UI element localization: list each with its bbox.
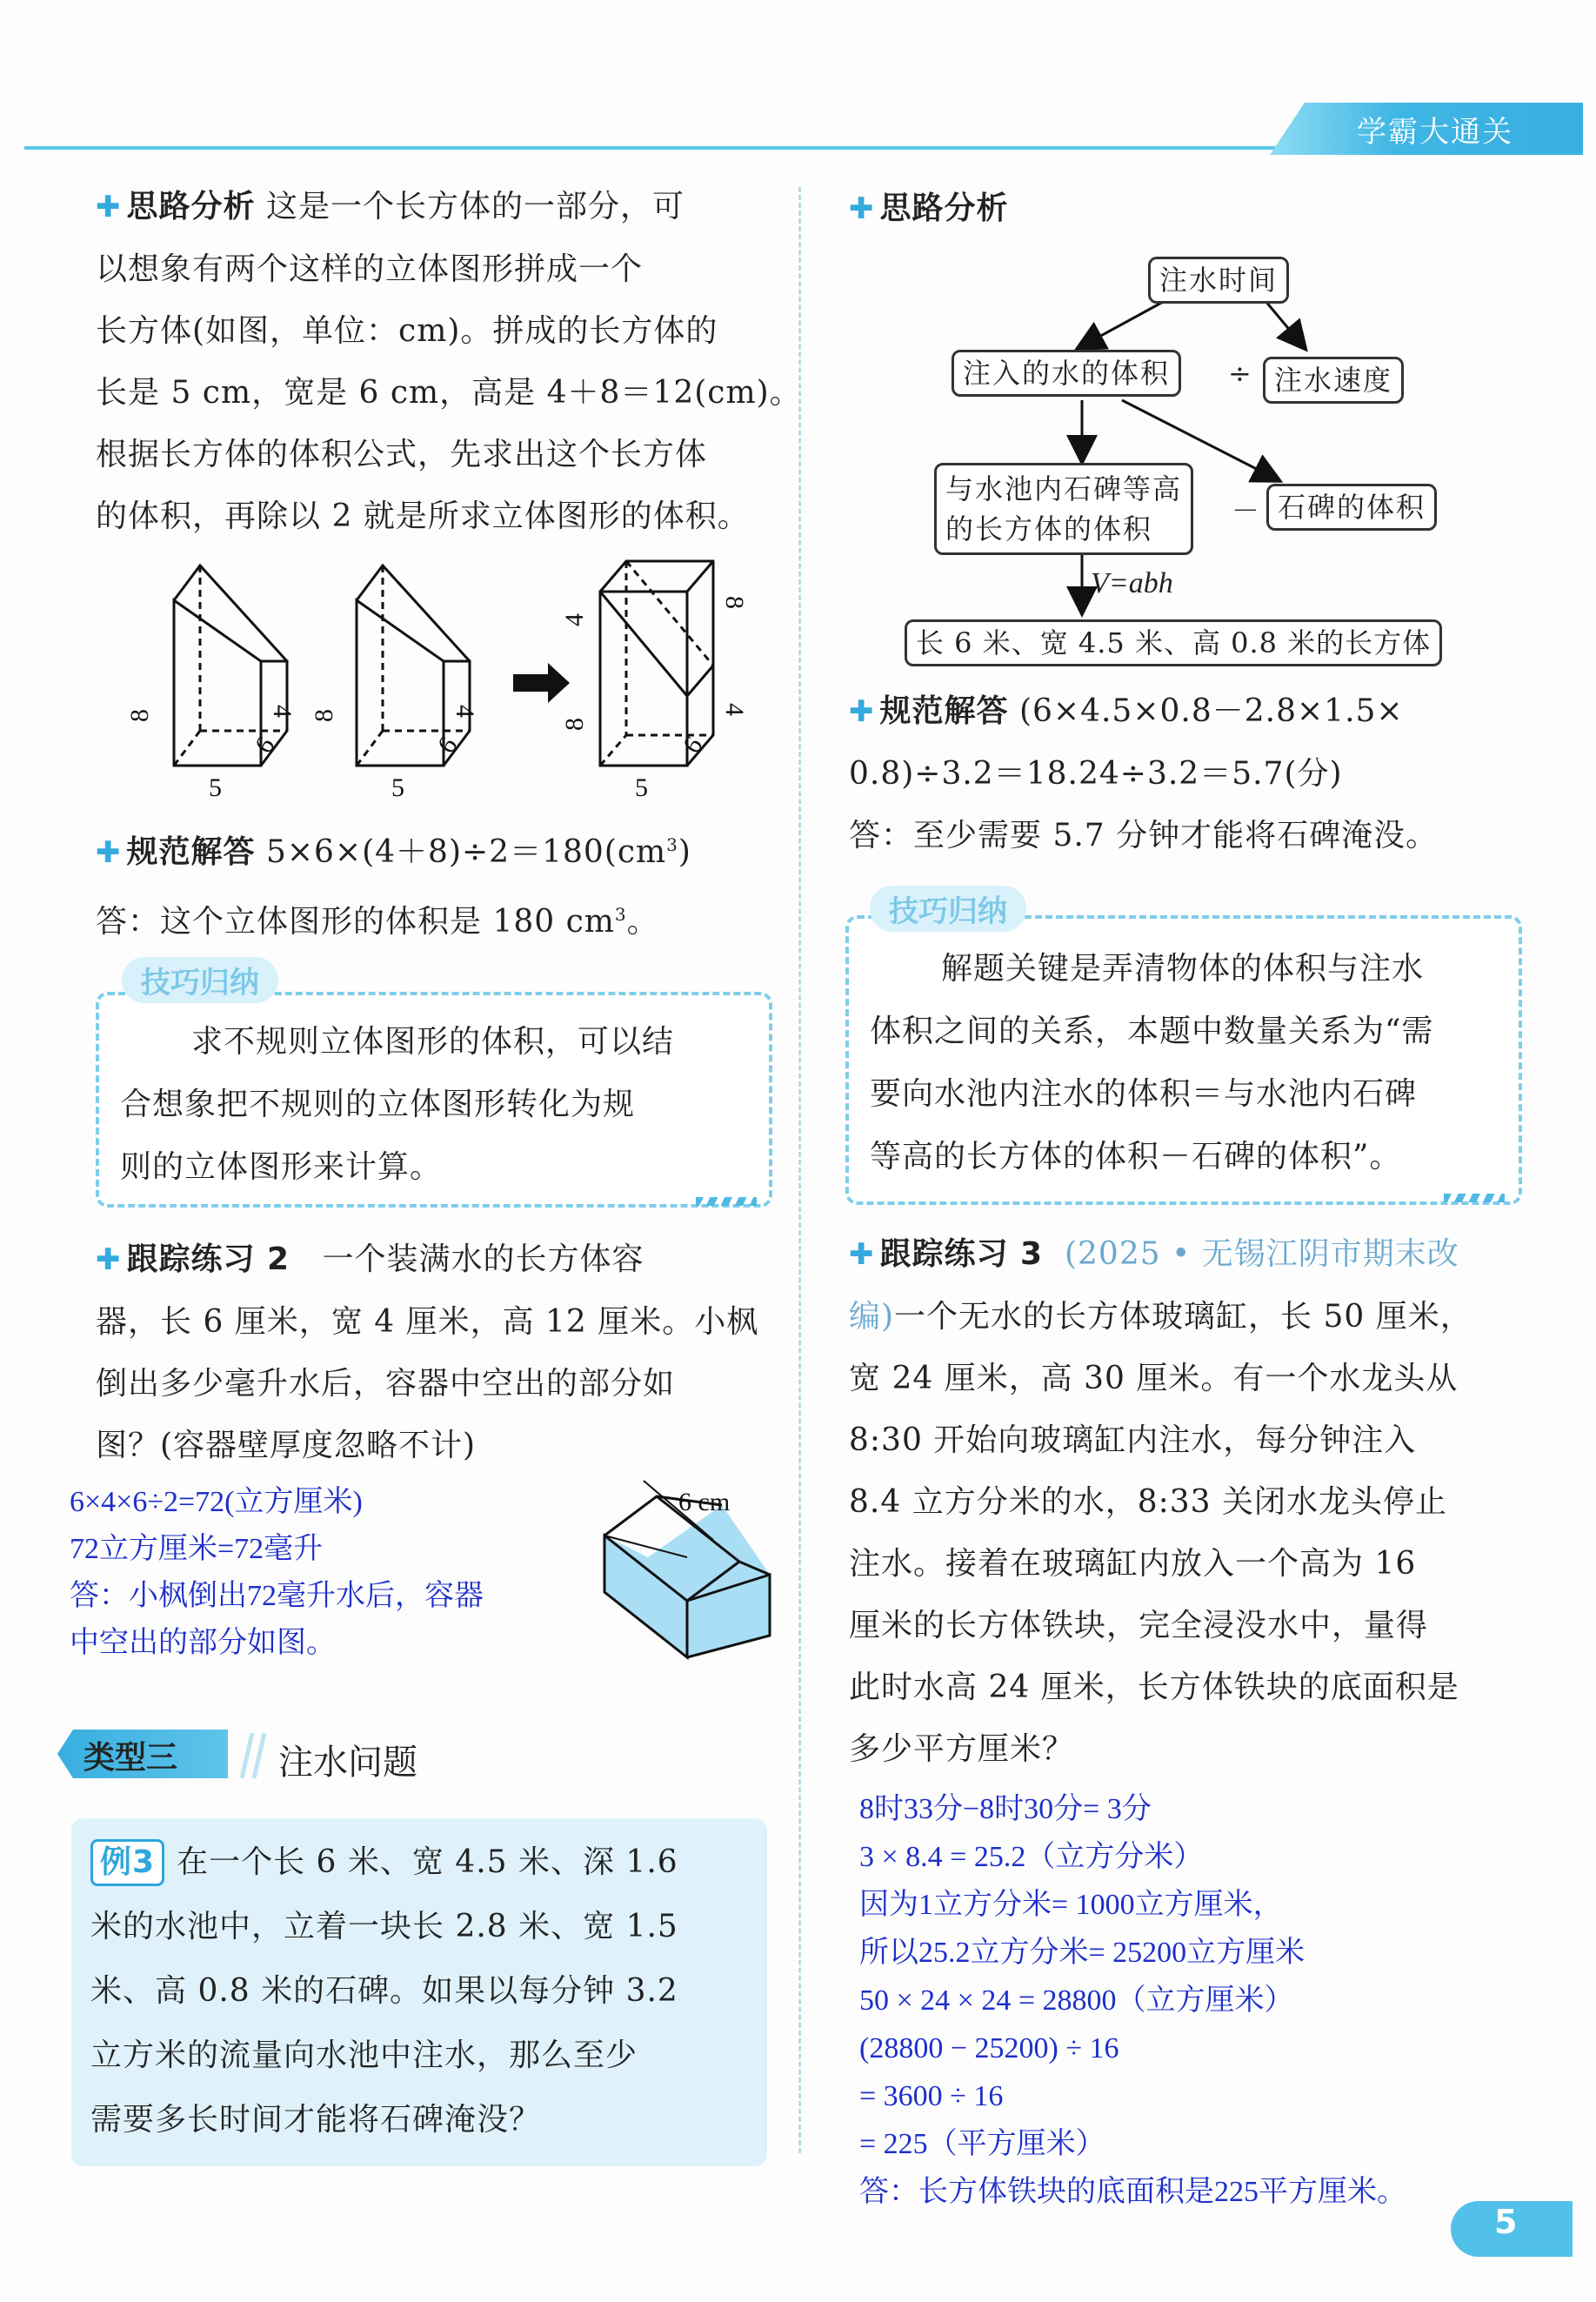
solution-heading: 规范解答 xyxy=(126,834,256,870)
label-8: 8 xyxy=(125,709,154,722)
analysis-heading: 思路分析 xyxy=(879,191,1009,226)
practice3-line: 厘米的长方体铁块，完全浸没水中，量得 xyxy=(849,1608,1429,1643)
solution-line: (6×4.5×0.8－2.8×1.5× xyxy=(1018,693,1404,729)
type3-slashes xyxy=(233,1733,271,1778)
example3-text xyxy=(90,1830,678,2152)
label-5: 5 xyxy=(209,773,222,802)
example3-line: 立方米的流量向水池中注水，那么至少 xyxy=(90,2038,638,2073)
plus-icon: ✚ xyxy=(96,190,122,224)
combined-cuboid xyxy=(600,561,713,766)
left-solution xyxy=(96,814,691,953)
label-6: 6 xyxy=(249,731,281,760)
label-4: 4 xyxy=(451,705,479,718)
analysis-line: 这是一个长方体的一部分，可 xyxy=(265,189,684,224)
label-6: 6 xyxy=(431,731,464,760)
analysis-heading: 思路分析 xyxy=(126,189,256,224)
solution-heading: 规范解答 xyxy=(879,693,1009,729)
left-tip-text xyxy=(120,1011,674,1199)
practice3-line: 8.4 立方分米的水，8:33 关闭水龙头停止 xyxy=(849,1484,1447,1520)
example3-line: 米的水池中，立着一块长 2.8 米、宽 1.5 xyxy=(90,1909,678,1944)
handwritten-line: 所以25.2立方分米= 25200立方厘米 xyxy=(859,1937,1306,1969)
handwritten-line: = 3600 ÷ 16 xyxy=(859,2080,1004,2112)
type3-tag: 类型三 xyxy=(83,1740,178,1776)
tip-line: 体积之间的关系，本题中数量关系为“需 xyxy=(870,1014,1434,1049)
tip-stripes xyxy=(1444,1194,1505,1202)
example3-line: 在一个长 6 米、宽 4.5 米、深 1.6 xyxy=(177,1844,678,1880)
analysis-line: 根据长方体的体积公式，先求出这个长方体 xyxy=(96,437,708,472)
label-4: 4 xyxy=(560,613,589,626)
plus-icon: ✚ xyxy=(849,694,875,729)
label-8: 8 xyxy=(720,596,749,609)
analysis-line: 长是 5 cm，宽是 6 cm，高是 4＋8＝12(cm)。 xyxy=(96,375,802,411)
example3-tag: 例3 xyxy=(90,1839,164,1886)
label-5: 5 xyxy=(391,773,404,802)
right-handwritten-answer xyxy=(859,1785,1406,2216)
practice2-line: 倒出多少毫升水后，容器中空出的部分如 xyxy=(96,1366,676,1402)
flow-cuboid-line: 的长方体的体积 xyxy=(945,512,1153,545)
plus-icon: ✚ xyxy=(96,835,122,870)
practice3-source: 编) xyxy=(849,1299,895,1335)
example3-line: 需要多长时间才能将石碑淹没？ xyxy=(90,2102,542,2138)
solution-answer: 答：至少需要 5.7 分钟才能将石碑淹没。 xyxy=(849,818,1439,853)
solid-figures xyxy=(125,557,757,802)
handwritten-line: 6×4×6÷2=72(立方厘米) xyxy=(70,1486,363,1518)
arrow-right-icon xyxy=(513,663,570,703)
practice3-line: 注水。接着在玻璃缸内放入一个高为 16 xyxy=(849,1546,1417,1582)
right-tip-tag: 技巧归纳 xyxy=(870,886,1026,932)
tip-line: 等高的长方体的体积－石碑的体积”。 xyxy=(870,1139,1402,1174)
tip-line: 求不规则立体图形的体积，可以结 xyxy=(191,1024,675,1060)
tip-line: 解题关键是弄清物体的体积与注水 xyxy=(941,951,1425,987)
container-label: 6 cm xyxy=(678,1488,731,1516)
practice3-line: 一个无水的长方体玻璃缸，长 50 厘米， xyxy=(894,1299,1472,1335)
handwritten-line: (28800 − 25200) ÷ 16 xyxy=(859,2032,1119,2064)
handwritten-line: 8时33分−8时30分= 3分 xyxy=(859,1793,1152,1825)
handwritten-line: 3 × 8.4 = 25.2（立方分米） xyxy=(859,1841,1204,1873)
analysis-line: 长方体(如图，单位：cm)。拼成的长方体的 xyxy=(96,313,718,349)
plus-icon: ✚ xyxy=(849,191,875,226)
flow-top-box: 注水时间 xyxy=(1148,257,1289,304)
tip-line: 则的立体图形来计算。 xyxy=(120,1149,443,1185)
solution-answer: 答：这个立体图形的体积是 180 cm xyxy=(96,904,615,940)
handwritten-line: 72立方厘米=72毫升 xyxy=(70,1533,324,1565)
label-5: 5 xyxy=(635,773,648,802)
flow-cuboid-line: 与水池内石碑等高 xyxy=(945,472,1183,505)
left-practice2 xyxy=(96,1228,758,1476)
analysis-line: 以想象有两个这样的立体图形拼成一个 xyxy=(96,251,644,287)
handwritten-line: 中空出的部分如图。 xyxy=(70,1627,336,1659)
right-tip-text xyxy=(870,938,1433,1188)
right-analysis-heading xyxy=(849,177,1009,240)
solution-answer-sup: 3 xyxy=(614,904,627,925)
label-4: 4 xyxy=(268,705,297,718)
tip-line: 合想象把不规则的立体图形转化为规 xyxy=(120,1087,636,1122)
practice3-heading: 跟踪练习 3 xyxy=(879,1236,1044,1272)
header-title: 学霸大通关 xyxy=(1357,115,1513,150)
label-8: 8 xyxy=(560,718,589,731)
practice3-line: 8:30 开始向玻璃缸内注水，每分钟注入 xyxy=(849,1422,1417,1458)
flow-stele-box: 石碑的体积 xyxy=(1266,484,1437,531)
container-figure xyxy=(591,1479,783,1662)
handwritten-line: 因为1立方分米= 1000立方厘米， xyxy=(859,1889,1283,1921)
solid-figure-2 xyxy=(357,565,470,766)
left-handwritten-answer xyxy=(70,1479,484,1667)
handwritten-line: = 225（平方厘米） xyxy=(859,2128,1105,2160)
solution-formula-end: ) xyxy=(678,834,691,870)
label-4: 4 xyxy=(720,703,749,716)
example3-line: 米、高 0.8 米的石碑。如果以每分钟 3.2 xyxy=(90,1973,678,2009)
practice2-line: 器，长 6 厘米，宽 4 厘米，高 12 厘米。小枫 xyxy=(96,1304,759,1340)
plus-icon: ✚ xyxy=(849,1237,875,1272)
left-tip-tag: 技巧归纳 xyxy=(122,957,278,1003)
practice3-line: 多少平方厘米？ xyxy=(849,1731,1075,1767)
label-8: 8 xyxy=(310,709,338,722)
flow-water-volume-box: 注入的水的体积 xyxy=(952,350,1181,397)
flow-divide-sign: ÷ xyxy=(1228,357,1252,390)
practice2-line: 一个装满水的长方体容 xyxy=(322,1241,644,1277)
flow-speed-box: 注水速度 xyxy=(1263,357,1404,404)
page-number: 5 xyxy=(1494,2203,1518,2241)
plus-icon: ✚ xyxy=(96,1242,122,1277)
flow-cuboid-box xyxy=(934,463,1193,555)
solution-formula: 5×6×(4＋8)÷2＝180(cm xyxy=(265,834,667,870)
solution-line: 0.8)÷3.2＝18.24÷3.2＝5.7(分) xyxy=(849,756,1343,792)
label-6: 6 xyxy=(677,731,709,760)
flow-formula: V=abh xyxy=(1091,567,1173,599)
handwritten-line: 50 × 24 × 24 = 28800（立方厘米） xyxy=(859,1984,1294,2017)
handwritten-line: 答：长方体铁块的底面积是225平方厘米。 xyxy=(859,2176,1406,2208)
tip-line: 要向水池内注水的体积＝与水池内石碑 xyxy=(870,1076,1418,1112)
solution-formula-sup: 3 xyxy=(666,834,678,855)
left-analysis xyxy=(96,176,802,547)
tip-stripes xyxy=(696,1197,757,1206)
practice3-line: 宽 24 厘米，高 30 厘米。有一个水龙头从 xyxy=(849,1361,1459,1396)
practice2-line: 图？(容器壁厚度忽略不计) xyxy=(96,1428,477,1463)
type3-title: 注水问题 xyxy=(278,1743,417,1783)
right-practice3 xyxy=(849,1223,1472,1780)
solid-figure-1 xyxy=(174,565,287,766)
practice3-source: (2025 • 无锡江阴市期末改 xyxy=(1064,1236,1459,1272)
analysis-line: 的体积，再除以 2 就是所求立体图形的体积。 xyxy=(96,499,750,534)
handwritten-line: 答：小枫倒出72毫升水后，容器 xyxy=(70,1580,484,1612)
flow-bottom-box: 长 6 米、宽 4.5 米、高 0.8 米的长方体 xyxy=(905,619,1442,666)
flow-minus-sign: － xyxy=(1232,494,1260,527)
practice3-line: 此时水高 24 厘米，长方体铁块的底面积是 xyxy=(849,1670,1459,1705)
right-solution xyxy=(849,680,1438,867)
solution-answer-end: 。 xyxy=(626,904,659,940)
practice2-heading: 跟踪练习 2 xyxy=(126,1241,290,1277)
